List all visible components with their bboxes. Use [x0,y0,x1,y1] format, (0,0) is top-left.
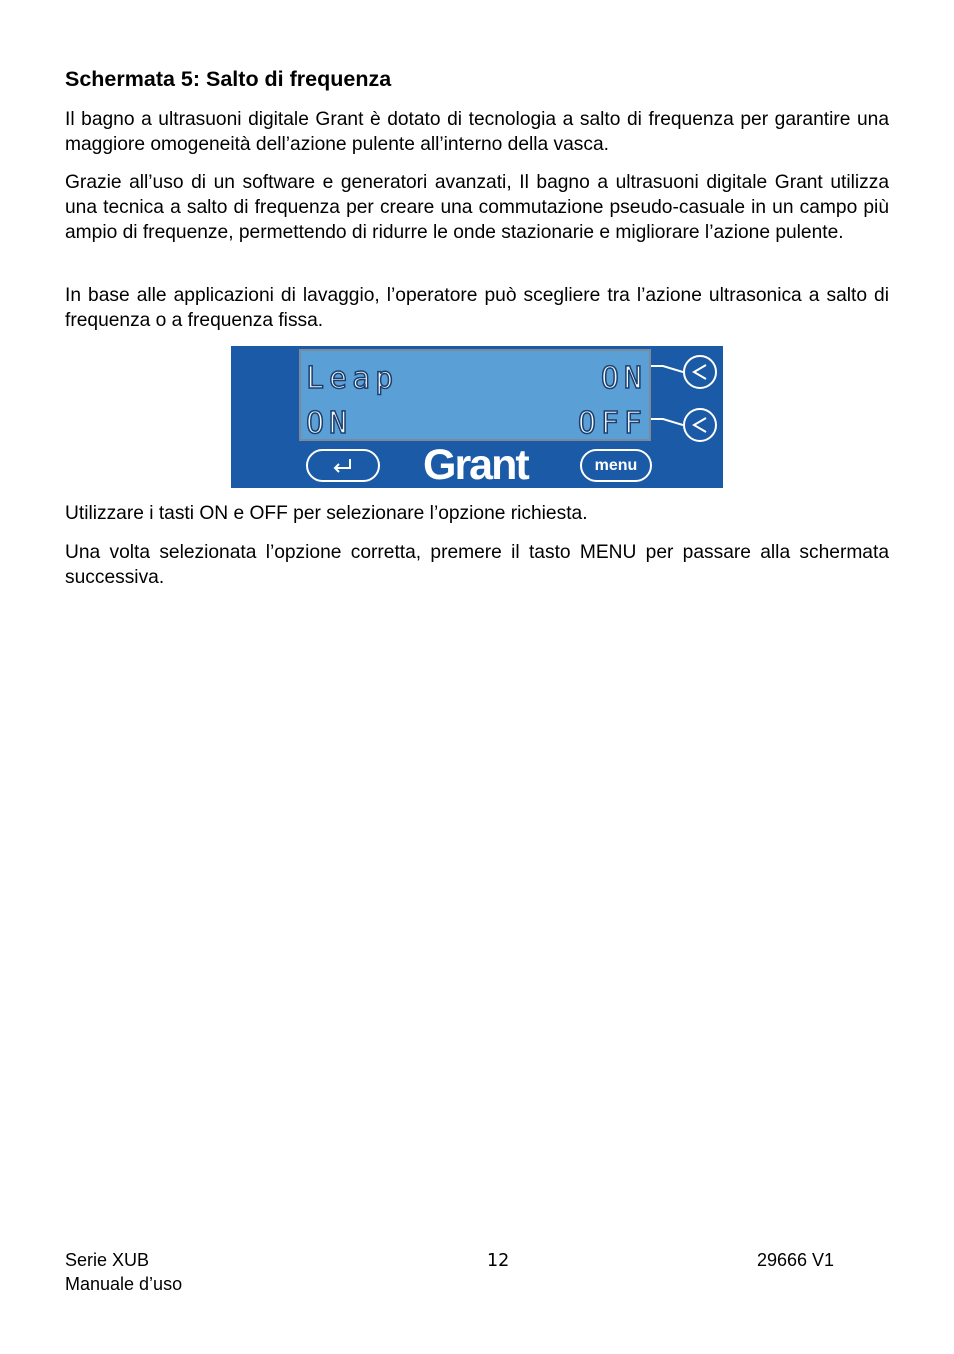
paragraph-next-step: Una volta selezionata l’opzione corretta, premere il tasto MENU per passare alla schermata successiva. [65,542,889,588]
lcd-value-on: ON [600,361,647,396]
lcd-option-on: ON [306,406,353,441]
footer-manual: Manuale d’uso [65,1274,183,1294]
grant-logo: Grant [423,441,528,489]
footer-series: Serie XUB [65,1250,150,1270]
lcd-display [299,349,651,441]
footer-series-block [65,1248,182,1296]
connector-line-bottom [651,416,683,434]
control-panel-image [231,346,723,488]
chevron-left-icon [691,416,709,434]
paragraph-choice: In base alle applicazioni di lavaggio, l’operatore può scegliere tra l’azione ultrasonica a salto di frequenza o a frequenza fissa. [65,285,889,331]
menu-button: menu [580,449,652,482]
doc-code: 29666 V1 [757,1250,835,1270]
enter-return-icon [332,458,354,474]
chevron-left-icon [691,363,709,381]
enter-button [306,449,380,482]
connector-line-top [651,363,683,381]
lcd-option-off: OFF [577,406,647,441]
select-on-button [683,355,717,389]
paragraph-instruction: Utilizzare i tasti ON e OFF per selezionare l’opzione richiesta. [65,503,588,524]
paragraph-intro: Il bagno a ultrasuoni digitale Grant è dotato di tecnologia a salto di frequenza per garantire una maggiore omogeneità dell’azione pulente all’interno della vasca. [65,109,889,155]
section-heading: Schermata 5: Salto di frequenza [65,67,392,91]
page-number: 12 [487,1251,510,1271]
lcd-label-leap: Leap [306,361,399,396]
select-off-button [683,408,717,442]
paragraph-technique: Grazie all’uso di un software e generatori avanzati, Il bagno a ultrasuoni digitale Grant utilizza una tecnica a salto di frequenza per creare una commutazione pseudo-casuale in un campo più ampio di frequenze, permettendo di ridurre le onde stazionarie e migliorare l’azione pulente. [65,172,889,243]
